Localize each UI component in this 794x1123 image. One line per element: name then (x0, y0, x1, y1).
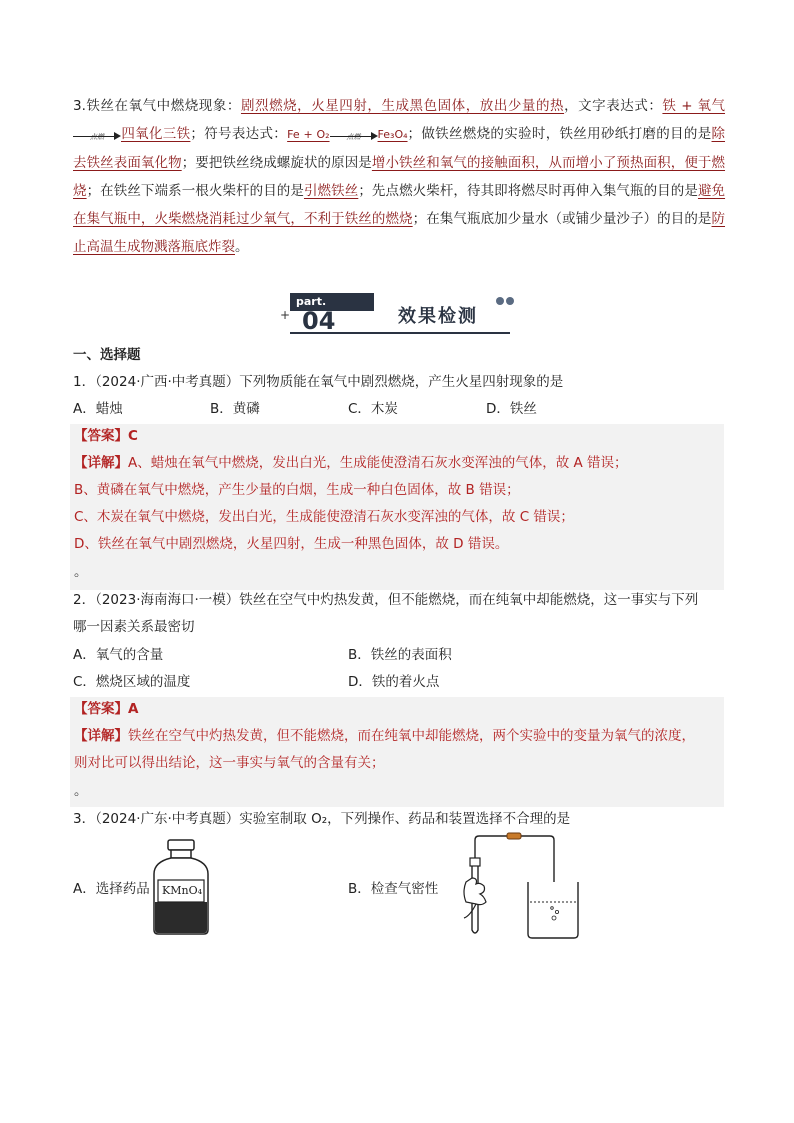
formula-left: Fe + O₂ (287, 128, 330, 141)
intro-text: ；符号表达式： (190, 126, 288, 142)
arrow-condition: 点燃 (346, 133, 361, 141)
q1-answer (74, 426, 138, 446)
answer-tag: 【答案】 (74, 428, 128, 444)
answer-underline: 防止高温生成物溅落瓶底炸裂 (73, 211, 726, 255)
q1-option-b: B．黄磷 (210, 401, 260, 417)
intro-text: ；做铁丝燃烧的实验时，铁丝用砂纸打磨的目的是 (407, 126, 712, 142)
reagent-bottle-figure (150, 838, 212, 936)
q1-option-c: C．木炭 (348, 401, 398, 417)
q2-option-c: C．燃烧区域的温度 (73, 674, 191, 690)
q1-option-a: A．蜡烛 (73, 401, 123, 417)
intro-text: 。 (235, 239, 249, 255)
answer-underline: 引燃铁丝 (303, 183, 359, 199)
section-banner (280, 290, 520, 338)
q2-answer-block (70, 697, 724, 807)
question-3-stem: 3．（2024·广东·中考真题）实验室制取 O₂，下列操作、药品和装置选择不合理的是 (73, 811, 571, 827)
q1-detail-c: C、木炭在氧气中燃烧，发出白光，生成能使澄清石灰水变浑浊的气体，故 C 错误； (74, 509, 574, 525)
reaction-arrow (330, 127, 378, 141)
q1-option-d: D．铁丝 (486, 401, 537, 417)
question-2-stem: 2．（2023·海南海口·一模）铁丝在空气中灼热发黄，但不能燃烧，而在纯氧中却能燃烧，这一事实与下列 (73, 592, 699, 608)
arrow-condition: 点燃 (90, 133, 104, 141)
q1-detail-end: 。 (74, 564, 88, 580)
reaction-arrow (73, 127, 121, 141)
answer-value: C (128, 428, 138, 444)
q2-option-d: D．铁的着火点 (348, 674, 440, 690)
airtightness-apparatus-figure (462, 832, 580, 940)
answer-underline: 剧烈燃烧，火星四射，生成黑色固体，放出少量的热 (240, 98, 565, 114)
intro-text: ；要把铁丝绕成螺旋状的原因是 (181, 155, 372, 171)
section-title: 一、选择题 (73, 347, 141, 363)
banner-part-label: part. (290, 293, 374, 311)
banner-title: 效果检测 (398, 306, 478, 327)
answer-underline: 避免在集气瓶中，火柴燃烧消耗过少氧气，不利于铁丝的燃烧 (73, 183, 726, 227)
answer-tag: 【答案】 (74, 701, 128, 717)
question-2-stem-cont: 哪一因素关系最密切 (73, 619, 195, 635)
answer-underline: 增小铁丝和氧气的接触面积，从而增小了预热面积，便于燃烧 (73, 155, 726, 199)
answer-value: A (128, 701, 139, 717)
banner-underline (290, 332, 510, 334)
intro-text: ；在集气瓶底加少量水（或铺少量沙子）的目的是 (412, 211, 712, 227)
intro-text: 3.铁丝在氧气中燃烧现象： (73, 98, 241, 114)
intro-paragraph (73, 92, 725, 261)
detail-tag: 【详解】 (74, 728, 128, 744)
q2-answer (74, 699, 138, 719)
bottle-label: KMnO₄ (162, 884, 202, 897)
q1-detail-b: B、黄磷在氧气中燃烧，产生少量的白烟，生成一种白色固体，故 B 错误； (74, 482, 520, 498)
intro-text: ；在铁丝下端系一根火柴杆的目的是 (86, 183, 304, 199)
detail-text: A、蜡烛在氧气中燃烧，发出白光，生成能使澄清石灰水变浑浊的气体，故 A 错误； (128, 455, 628, 471)
banner-tag (290, 293, 374, 333)
intro-text: ；先点燃火柴杆，待其即将燃尽时再伸入集气瓶的目的是 (358, 183, 698, 199)
formula-right: Fe₃O₄ (377, 128, 408, 141)
detail-text: 铁丝在空气中灼热发黄，但不能燃烧，而在纯氧中却能燃烧，两个实验中的变量为氧气的浓度， (128, 728, 695, 744)
drops-icon (494, 290, 514, 309)
q2-option-a: A．氧气的含量 (73, 647, 164, 663)
q2-detail-end: 。 (74, 783, 88, 799)
banner-plus: + (280, 308, 291, 322)
q2-detail-b: 则对比可以得出结论，这一事实与氧气的含量有关； (74, 755, 385, 771)
q2-detail-a (74, 726, 695, 746)
question-1-stem: 1．（2024·广西·中考真题）下列物质能在氧气中剧烈燃烧，产生火星四射现象的是 (73, 374, 564, 390)
q2-option-b: B．铁丝的表面积 (348, 647, 452, 663)
answer-underline: 除去铁丝表面氧化物 (73, 126, 726, 171)
q3-option-b: B．检查气密性 (348, 881, 439, 897)
detail-tag: 【详解】 (74, 455, 128, 471)
q1-detail-d: D、铁丝在氧气中剧烈燃烧，火星四射，生成一种黑色固体，故 D 错误。 (74, 536, 509, 552)
intro-text: ，文字表达式： (564, 98, 663, 114)
answer-underline: 四氧化三铁 (121, 126, 191, 142)
q1-detail-a (74, 453, 628, 473)
q3-option-a: A．选择药品 (73, 881, 150, 897)
answer-underline: 铁 + 氧气 (662, 98, 726, 114)
banner-number: 04 (302, 307, 336, 335)
